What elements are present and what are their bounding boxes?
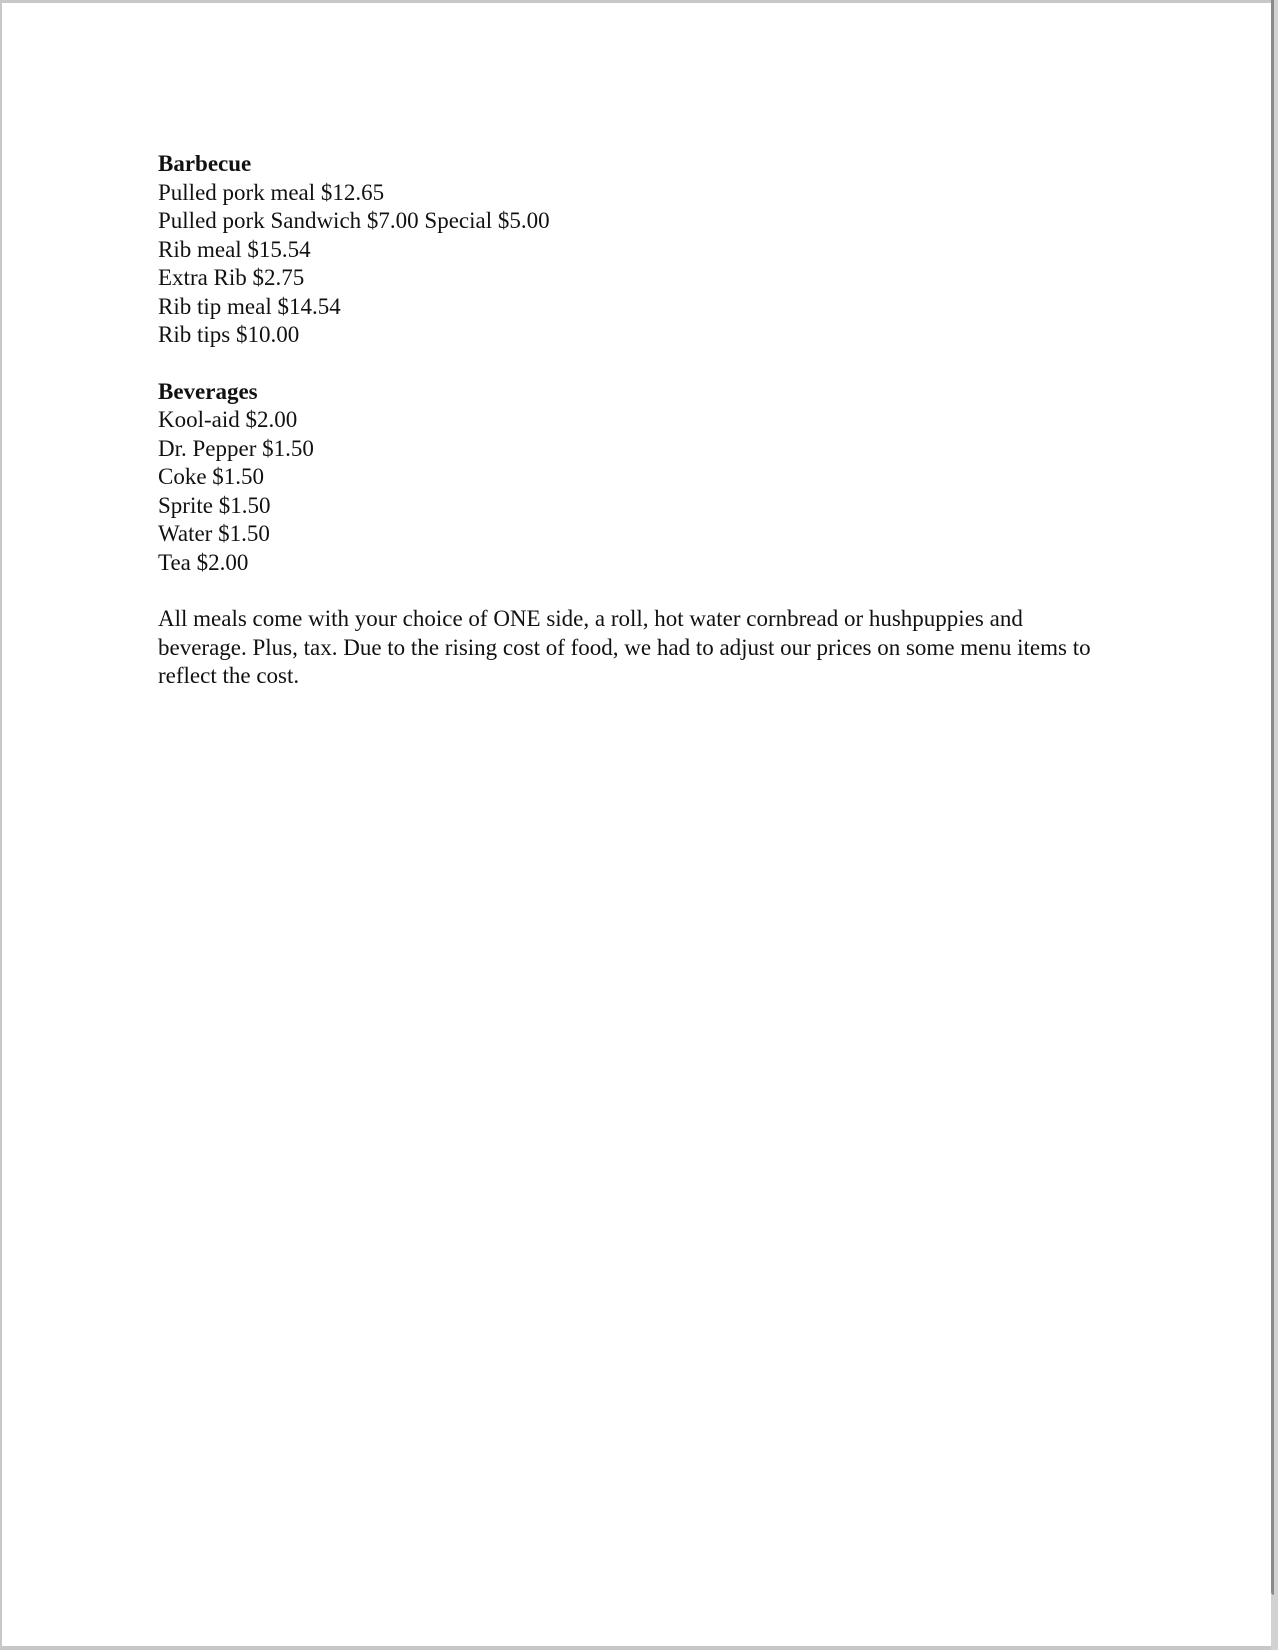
vertical-scrollbar-thumb[interactable] (1271, 0, 1274, 1595)
section-heading: Beverages (158, 378, 258, 404)
page-bottom-edge (0, 1646, 1278, 1650)
menu-item: Tea $2.00 (158, 549, 249, 575)
page-top-edge (0, 0, 1278, 3)
menu-item: Extra Rib $2.75 (158, 265, 305, 290)
menu-section-barbecue (158, 150, 1098, 350)
menu-item: Kool-aid $2.00 (158, 407, 298, 432)
menu-item: Coke $1.50 (158, 464, 265, 489)
menu-item: Rib tip meal $14.54 (158, 293, 341, 319)
menu-section-beverages (158, 378, 1098, 578)
menu-item: Water $1.50 (158, 521, 270, 546)
menu-item: Pulled pork meal $12.65 (158, 179, 385, 205)
menu-item: Pulled pork Sandwich $7.00 Special $5.00 (158, 208, 550, 233)
page-left-edge (0, 0, 2, 1650)
meals-note: All meals come with your choice of ONE side, a roll, hot water cornbread or hushpuppies and beverage. Plus, tax. Due to the rising cost of food, we had to adjust our prices on some menu items to reflect the cost. (158, 606, 1091, 688)
menu-content (158, 150, 1098, 691)
menu-item: Dr. Pepper $1.50 (158, 435, 314, 461)
menu-item: Sprite $1.50 (158, 492, 271, 518)
menu-item: Rib tips $10.00 (158, 322, 300, 347)
section-heading: Barbecue (158, 151, 252, 176)
menu-item: Rib meal $15.54 (158, 236, 311, 262)
